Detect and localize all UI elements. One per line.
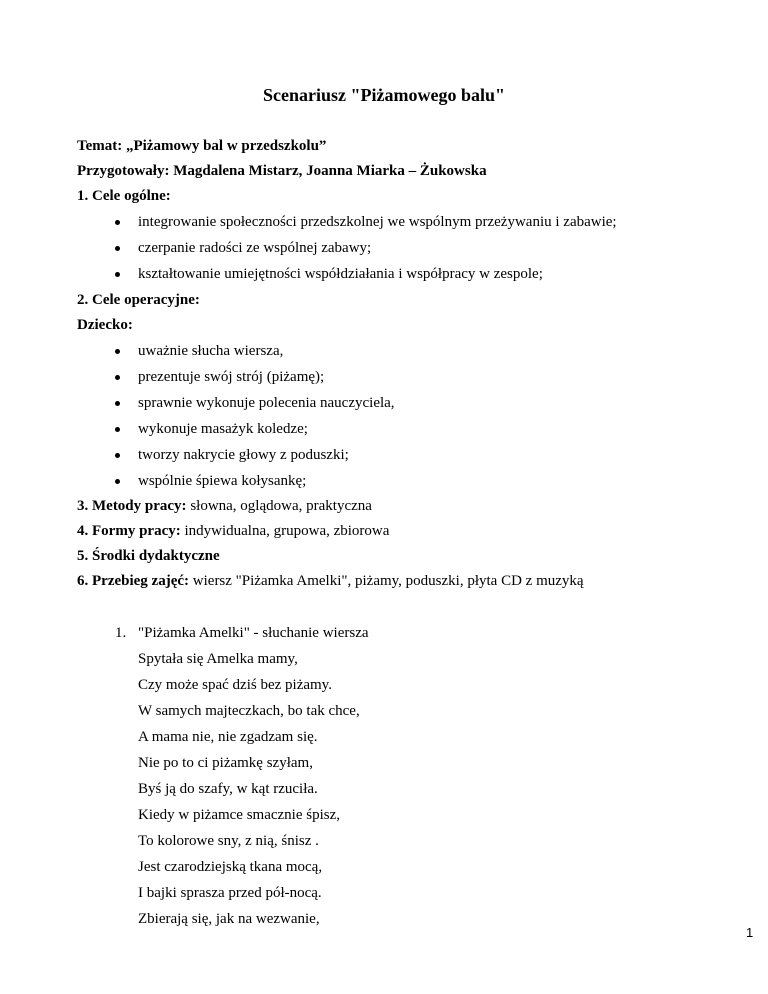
- bullet-dot-icon: [115, 453, 120, 458]
- list-item: sprawnie wykonuje polecenia nauczyciela,: [138, 395, 395, 411]
- poem-line: Nie po to ci piżamkę szyłam,: [138, 755, 313, 771]
- bullet-dot-icon: [115, 246, 120, 251]
- authors-line: Przygotowały: Magdalena Mistarz, Joanna Miarka – Żukowska: [77, 163, 487, 179]
- section4-label: 4. Formy pracy:: [77, 523, 181, 539]
- list-item: wspólnie śpiewa kołysankę;: [138, 473, 307, 489]
- bullet-dot-icon: [115, 272, 120, 277]
- poem-line: Spytała się Amelka mamy,: [138, 651, 298, 667]
- section3-text: słowna, oglądowa, praktyczna: [186, 498, 372, 514]
- bullet-dot-icon: [115, 349, 120, 354]
- section4-text: indywidualna, grupowa, zbiorowa: [180, 523, 390, 539]
- poem-line: To kolorowe sny, z nią, śnisz .: [138, 833, 319, 849]
- section2-heading: 2. Cele operacyjne:: [77, 292, 200, 308]
- list-item: integrowanie społeczności przedszkolnej we wspólnym przeżywaniu i zabawie;: [138, 214, 617, 230]
- poem-line: Byś ją do szafy, w kąt rzuciła.: [138, 781, 318, 797]
- poem-line: A mama nie, nie zgadzam się.: [138, 729, 318, 745]
- list-item: tworzy nakrycie głowy z poduszki;: [138, 447, 349, 463]
- section6-label: 6. Przebieg zajęć:: [77, 573, 190, 589]
- poem-line: Jest czarodziejską tkana mocą,: [138, 859, 323, 875]
- section5-heading: 5. Środki dydaktyczne: [77, 548, 220, 564]
- page-number: 1: [746, 925, 754, 940]
- poem-line: W samych majteczkach, bo tak chce,: [138, 703, 360, 719]
- list-item: uważnie słucha wiersza,: [138, 343, 284, 359]
- poem-line: I bajki sprasza przed pół-nocą.: [138, 885, 322, 901]
- section6-text: wiersz "Piżamka Amelki", piżamy, poduszki, płyta CD z muzyką: [189, 573, 584, 589]
- list-item: czerpanie radości ze wspólnej zabawy;: [138, 240, 372, 256]
- step1-title: "Piżamka Amelki" - słuchanie wiersza: [138, 625, 369, 641]
- section1-heading: 1. Cele ogólne:: [77, 188, 171, 204]
- bullet-dot-icon: [115, 401, 120, 406]
- list-item: wykonuje masażyk koledze;: [138, 421, 308, 437]
- section3-line: [77, 497, 372, 515]
- child-heading: Dziecko:: [77, 317, 133, 333]
- poem-line: Czy może spać dziś bez piżamy.: [138, 677, 332, 693]
- step1-number: 1.: [115, 625, 127, 641]
- document-title: Scenariusz "Piżamowego balu": [263, 85, 505, 105]
- bullet-dot-icon: [115, 375, 120, 380]
- bullet-dot-icon: [115, 479, 120, 484]
- section6-line: [77, 572, 584, 590]
- section4-line: [77, 522, 389, 540]
- list-item: prezentuje swój strój (piżamę);: [138, 369, 325, 385]
- bullet-dot-icon: [115, 427, 120, 432]
- list-item: kształtowanie umiejętności współdziałania i współpracy w zespole;: [138, 266, 543, 282]
- topic-line: Temat: „Piżamowy bal w przedszkolu”: [77, 138, 327, 154]
- bullet-dot-icon: [115, 220, 120, 225]
- poem-line: Zbierają się, jak na wezwanie,: [138, 911, 320, 927]
- poem-line: Kiedy w piżamce smacznie śpisz,: [138, 807, 341, 823]
- section3-label: 3. Metody pracy:: [77, 498, 187, 514]
